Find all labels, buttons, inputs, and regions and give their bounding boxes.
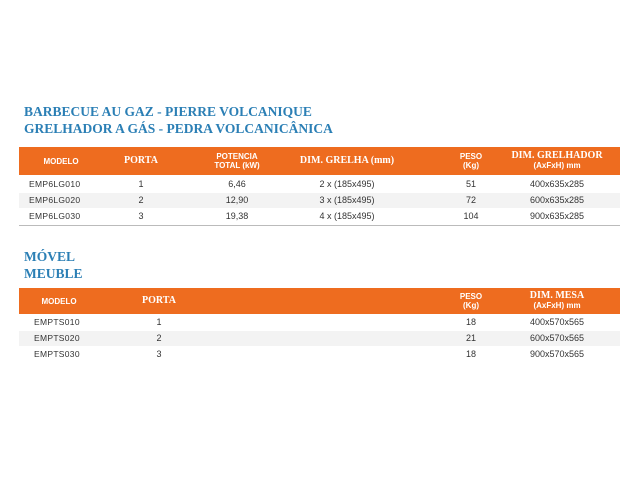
cell-porta: 1 — [156, 317, 162, 327]
header-peso: PESO — [459, 292, 483, 301]
header-dim-mesa-unit: (AxFxH) mm — [533, 301, 581, 310]
cell-modelo: EMP6LG030 — [29, 211, 81, 221]
table-divider — [19, 225, 620, 226]
cell-modelo: EMPTS010 — [34, 317, 80, 327]
section-title-pt: GRELHADOR A GÁS - PEDRA VOLCANICÂNICA — [24, 121, 333, 136]
cell-peso: 72 — [465, 195, 476, 205]
header-dim-grelhador: DIM. GRELHADOR — [511, 150, 603, 161]
table-row — [19, 209, 620, 224]
header-dim-mesa: DIM. MESA — [529, 290, 585, 301]
cell-dim: 600x570x565 — [529, 333, 585, 343]
table-header — [19, 288, 620, 314]
cell-potencia: 19,38 — [225, 211, 249, 221]
cell-dim: 600x635x285 — [529, 195, 585, 205]
header-porta: PORTA — [124, 155, 158, 166]
cell-dim-grelha: 2 x (185x495) — [319, 179, 375, 189]
header-modelo: MODELO — [43, 157, 79, 166]
cell-porta: 3 — [156, 349, 162, 359]
header-peso-unit: (Kg) — [463, 161, 479, 170]
header-potencia-unit: TOTAL (kW) — [214, 161, 260, 170]
header-peso-unit: (Kg) — [463, 301, 479, 310]
cell-potencia: 12,90 — [225, 195, 249, 205]
header-peso: PESO — [459, 152, 483, 161]
table-row — [19, 193, 620, 208]
section-title-pt: MÓVEL — [24, 249, 76, 264]
cell-peso: 51 — [465, 179, 476, 189]
header-dim-grelha: DIM. GRELHA (mm) — [299, 155, 395, 166]
cell-dim: 400x570x565 — [529, 317, 585, 327]
table-row — [19, 177, 620, 192]
cell-potencia: 6,46 — [228, 179, 246, 189]
cell-porta: 2 — [138, 195, 144, 205]
cell-dim-grelha: 3 x (185x495) — [319, 195, 375, 205]
cell-dim: 900x570x565 — [529, 349, 585, 359]
header-porta: PORTA — [142, 295, 176, 306]
cell-modelo: EMP6LG020 — [29, 195, 81, 205]
cell-peso: 104 — [463, 211, 479, 221]
cell-porta: 1 — [138, 179, 144, 189]
cell-peso: 21 — [465, 333, 476, 343]
table-row — [19, 331, 620, 346]
header-potencia: POTENCIA — [216, 152, 258, 161]
cell-peso: 18 — [465, 317, 476, 327]
table-row — [19, 347, 620, 362]
table-header — [19, 147, 620, 175]
section-title-fr: BARBECUE AU GAZ - PIERRE VOLCANIQUE — [24, 104, 312, 119]
section-title-fr: MEUBLE — [24, 266, 83, 281]
header-modelo: MODELO — [41, 297, 77, 306]
cell-dim: 900x635x285 — [529, 211, 585, 221]
cell-porta: 2 — [156, 333, 162, 343]
header-dim-grelhador-unit: (AxFxH) mm — [533, 161, 581, 170]
cell-peso: 18 — [465, 349, 476, 359]
cell-modelo: EMP6LG010 — [29, 179, 81, 189]
cell-dim-grelha: 4 x (185x495) — [319, 211, 375, 221]
table-row — [19, 315, 620, 330]
cell-modelo: EMPTS020 — [34, 333, 80, 343]
cell-dim: 400x635x285 — [529, 179, 585, 189]
cell-modelo: EMPTS030 — [34, 349, 80, 359]
cell-porta: 3 — [138, 211, 144, 221]
